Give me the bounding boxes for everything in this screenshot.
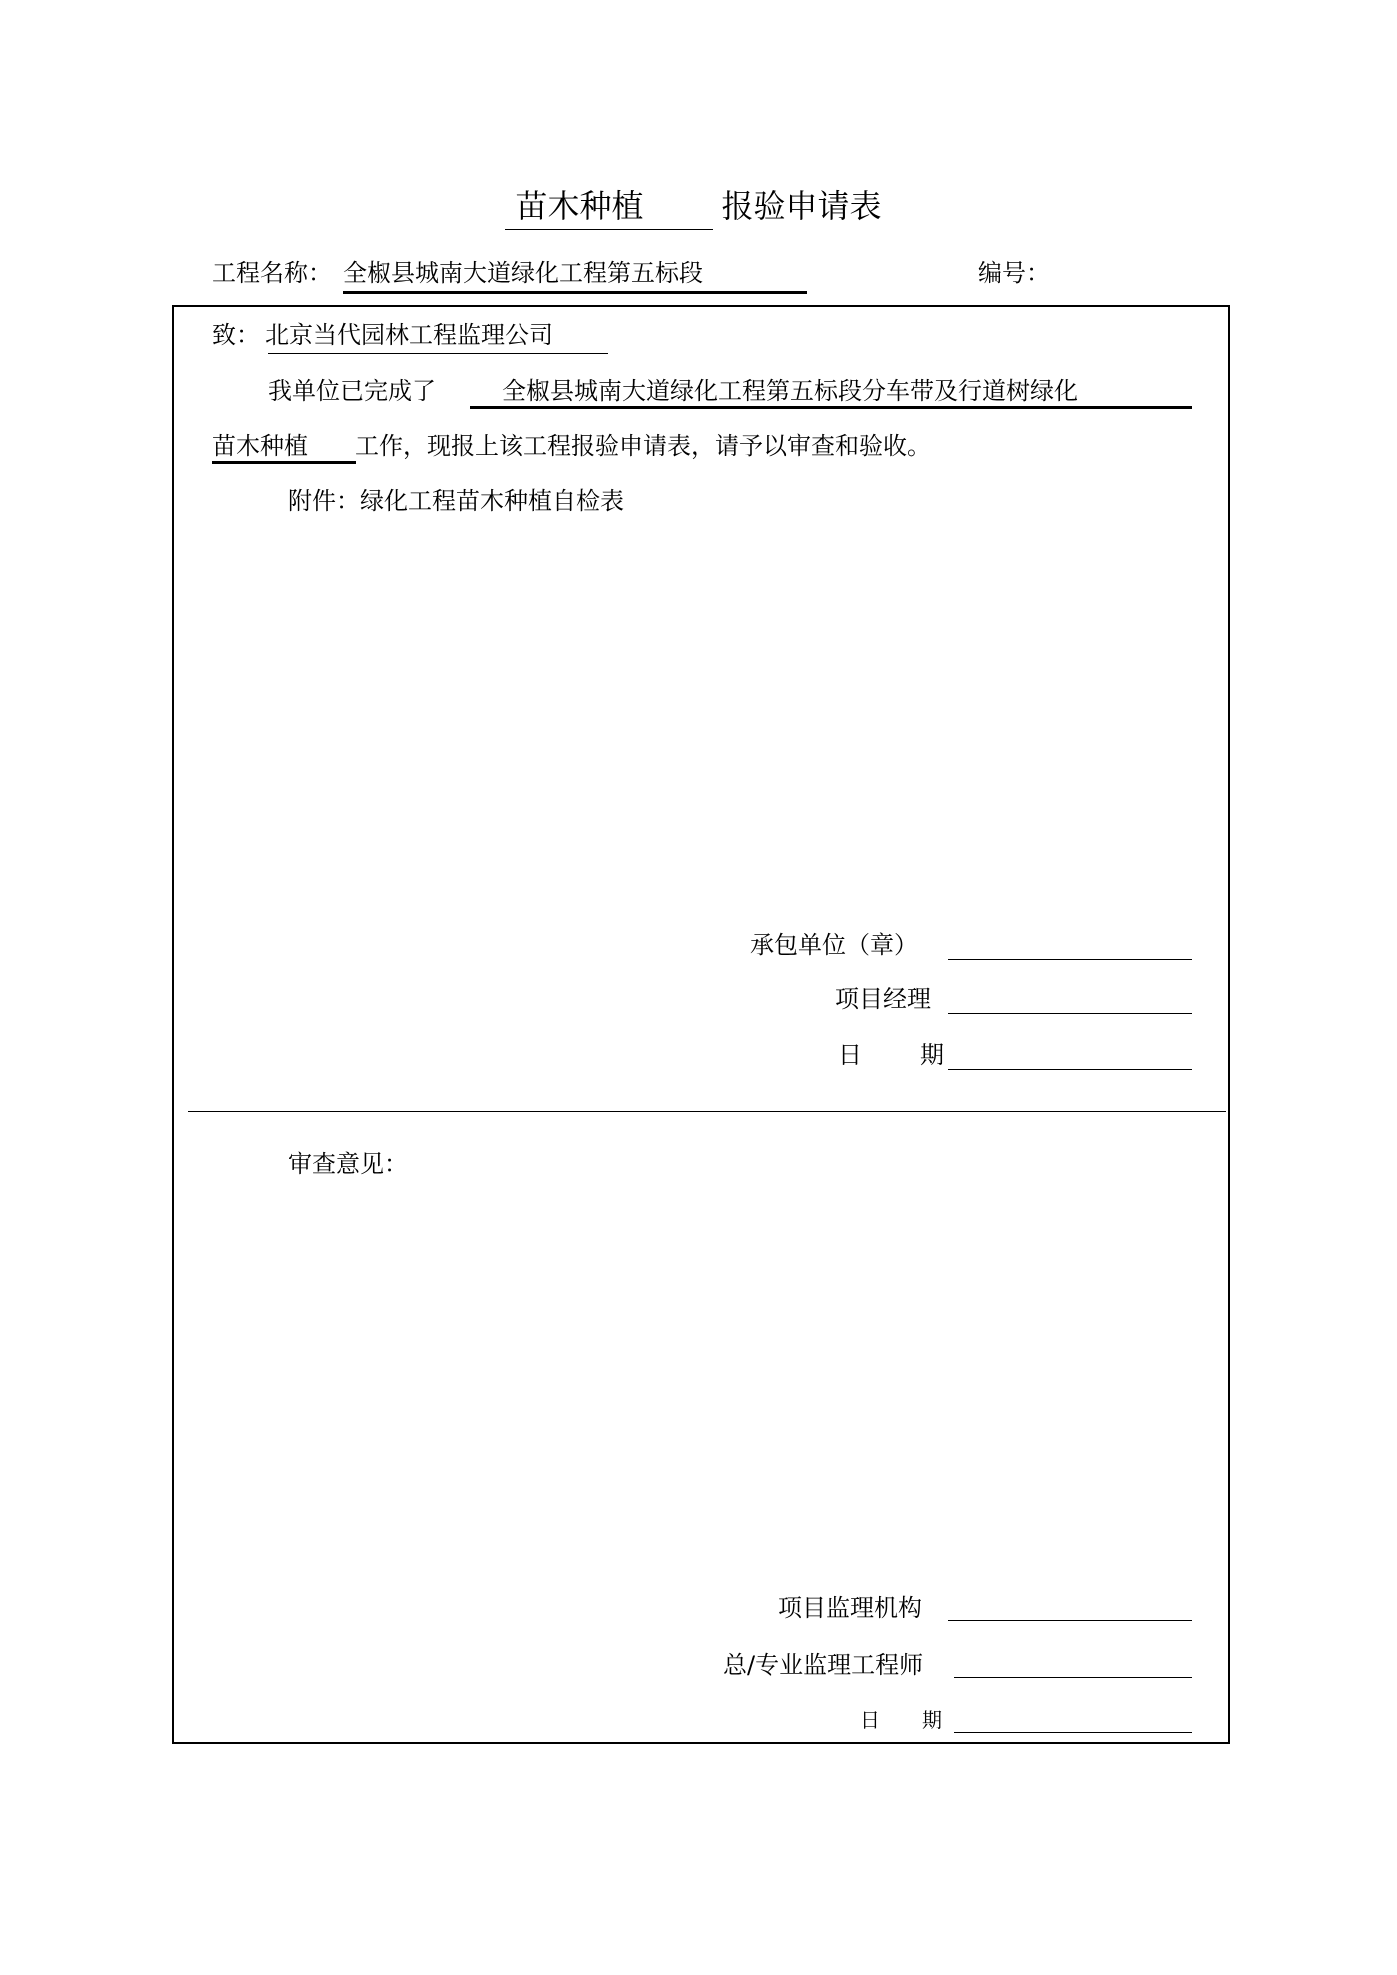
page-title: [0, 186, 1397, 226]
supervising-engineer-label: 总/专业监理工程师: [723, 1651, 924, 1679]
contractor-unit-label: 承包单位（章）: [750, 931, 918, 959]
to-underline: [268, 353, 608, 354]
form-frame: [172, 305, 1230, 1744]
contractor-date-label-day: 日: [838, 1041, 862, 1069]
to-label: 致：: [212, 321, 260, 349]
supervision-org-label: 项目监理机构: [778, 1594, 922, 1622]
completed-suffix: 工作，现报上该工程报验申请表，请予以审查和验收。: [355, 432, 931, 460]
supervisor-date-label-period: 期: [922, 1708, 942, 1732]
completed-value-line2: 苗木种植: [212, 432, 308, 460]
supervisor-date-line[interactable]: [954, 1732, 1192, 1733]
supervision-org-signature-line[interactable]: [948, 1620, 1192, 1621]
review-opinion-label: 审查意见：: [288, 1150, 408, 1178]
project-manager-signature-line[interactable]: [948, 1013, 1192, 1014]
section-divider: [188, 1111, 1226, 1112]
supervisor-date-label-day: 日: [860, 1708, 880, 1732]
to-value: 北京当代园林工程监理公司: [265, 321, 553, 349]
contractor-date-label-period: 期: [920, 1041, 944, 1069]
contractor-date-line[interactable]: [948, 1069, 1192, 1070]
title-prefix: 苗木种植: [515, 187, 644, 225]
completed-underline-line2: [212, 461, 356, 464]
project-name-value: 全椒县城南大道绿化工程第五标段: [343, 259, 703, 287]
attachment-text: 附件：绿化工程苗木种植自检表: [288, 487, 624, 515]
completed-value-line1: 全椒县城南大道绿化工程第五标段分车带及行道树绿化: [502, 377, 1078, 405]
title-underline: [505, 229, 713, 230]
title-suffix: 报验申请表: [721, 187, 882, 225]
project-name-underline: [343, 291, 807, 294]
contractor-unit-signature-line[interactable]: [948, 959, 1192, 960]
completed-underline-line1: [470, 406, 1192, 409]
completed-prefix: 我单位已完成了: [268, 377, 436, 405]
number-label: 编号：: [978, 259, 1050, 287]
project-manager-label: 项目经理: [835, 985, 931, 1013]
project-name-label: 工程名称：: [212, 259, 332, 287]
supervising-engineer-signature-line[interactable]: [954, 1677, 1192, 1678]
